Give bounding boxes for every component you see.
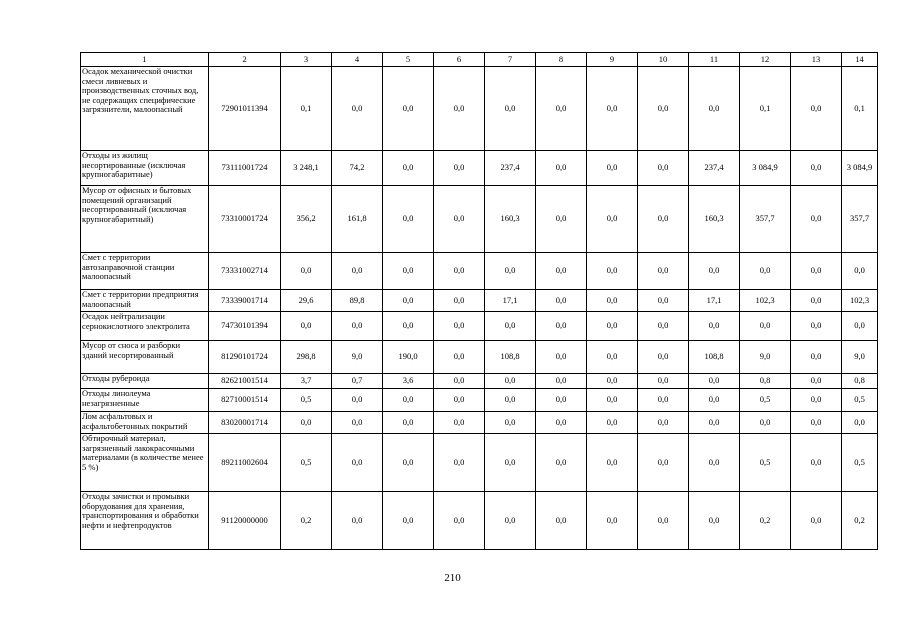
value-cell: 0,0 xyxy=(383,151,434,186)
column-header: 14 xyxy=(842,53,878,67)
value-cell: 0,0 xyxy=(434,67,485,151)
value-cell: 237,4 xyxy=(689,151,740,186)
value-cell: 0,0 xyxy=(332,492,383,550)
column-header: 3 xyxy=(281,53,332,67)
column-header: 6 xyxy=(434,53,485,67)
value-cell: 0,2 xyxy=(740,492,791,550)
value-cell: 0,0 xyxy=(587,186,638,253)
value-cell: 357,7 xyxy=(842,186,878,253)
value-cell: 0,0 xyxy=(587,434,638,492)
value-cell: 0,0 xyxy=(740,253,791,290)
value-cell: 0,0 xyxy=(791,186,842,253)
waste-code-cell: 73310001724 xyxy=(209,186,281,253)
value-cell: 0,0 xyxy=(689,412,740,434)
value-cell: 0,0 xyxy=(638,186,689,253)
value-cell: 17,1 xyxy=(485,290,536,312)
value-cell: 0,0 xyxy=(383,67,434,151)
value-cell: 0,0 xyxy=(842,412,878,434)
table-row xyxy=(81,412,878,434)
value-cell: 0,8 xyxy=(740,374,791,389)
value-cell: 0,5 xyxy=(281,434,332,492)
value-cell: 29,6 xyxy=(281,290,332,312)
value-cell: 0,0 xyxy=(587,253,638,290)
waste-code-cell: 74730101394 xyxy=(209,312,281,341)
table-row xyxy=(81,492,878,550)
value-cell: 0,0 xyxy=(638,374,689,389)
waste-name-cell: Отходы рубероида xyxy=(81,374,209,389)
value-cell: 102,3 xyxy=(842,290,878,312)
value-cell: 0,0 xyxy=(434,151,485,186)
value-cell: 0,0 xyxy=(536,374,587,389)
column-header: 8 xyxy=(536,53,587,67)
value-cell: 0,0 xyxy=(332,412,383,434)
waste-name-cell: Обтирочный материал, загрязненный лакокрасочными материалами (в количестве менее 5 %) xyxy=(81,434,209,492)
value-cell: 0,0 xyxy=(383,492,434,550)
value-cell: 0,7 xyxy=(332,374,383,389)
page-number: 210 xyxy=(444,572,461,584)
value-cell: 0,0 xyxy=(587,151,638,186)
waste-code-cell: 81290101724 xyxy=(209,341,281,374)
value-cell: 356,2 xyxy=(281,186,332,253)
column-header: 11 xyxy=(689,53,740,67)
waste-code-cell: 73339001714 xyxy=(209,290,281,312)
column-header: 7 xyxy=(485,53,536,67)
value-cell: 0,0 xyxy=(485,492,536,550)
value-cell: 0,0 xyxy=(332,434,383,492)
value-cell: 3,7 xyxy=(281,374,332,389)
waste-name-cell: Смет с территории автозаправочной станции малоопасный xyxy=(81,253,209,290)
value-cell: 0,0 xyxy=(485,412,536,434)
value-cell: 0,0 xyxy=(485,374,536,389)
value-cell: 0,0 xyxy=(689,434,740,492)
value-cell: 17,1 xyxy=(689,290,740,312)
value-cell: 9,0 xyxy=(740,341,791,374)
value-cell: 0,0 xyxy=(791,374,842,389)
waste-name-cell: Отходы линолеума незагрязненные xyxy=(81,389,209,412)
value-cell: 3,6 xyxy=(383,374,434,389)
value-cell: 160,3 xyxy=(485,186,536,253)
value-cell: 0,0 xyxy=(332,253,383,290)
value-cell: 0,0 xyxy=(791,389,842,412)
value-cell: 0,0 xyxy=(587,389,638,412)
column-header: 13 xyxy=(791,53,842,67)
waste-code-cell: 91120000000 xyxy=(209,492,281,550)
value-cell: 0,0 xyxy=(638,341,689,374)
waste-code-cell: 89211002604 xyxy=(209,434,281,492)
value-cell: 0,0 xyxy=(485,312,536,341)
value-cell: 0,0 xyxy=(536,492,587,550)
value-cell: 0,0 xyxy=(689,312,740,341)
waste-name-cell: Лом асфальтовых и асфальтобетонных покрытий xyxy=(81,412,209,434)
value-cell: 0,0 xyxy=(587,341,638,374)
value-cell: 0,0 xyxy=(485,389,536,412)
table-row xyxy=(81,253,878,290)
value-cell: 0,0 xyxy=(434,186,485,253)
value-cell: 357,7 xyxy=(740,186,791,253)
value-cell: 0,0 xyxy=(842,312,878,341)
value-cell: 0,0 xyxy=(638,492,689,550)
waste-name-cell: Осадок нейтрализации сернокислотного электролита xyxy=(81,312,209,341)
column-header: 5 xyxy=(383,53,434,67)
value-cell: 0,0 xyxy=(791,492,842,550)
value-cell: 0,0 xyxy=(638,412,689,434)
column-header: 4 xyxy=(332,53,383,67)
waste-name-cell: Смет с территории предприятия малоопасный xyxy=(81,290,209,312)
column-header: 9 xyxy=(587,53,638,67)
value-cell: 0,0 xyxy=(434,412,485,434)
value-cell: 0,0 xyxy=(383,389,434,412)
waste-code-cell: 83020001714 xyxy=(209,412,281,434)
value-cell: 0,0 xyxy=(587,412,638,434)
value-cell: 0,0 xyxy=(536,312,587,341)
waste-name-cell: Осадок механической очистки смеси ливневых и производственных сточных вод, не содержащих специфические загрязнители, малоопасный xyxy=(81,67,209,151)
value-cell: 0,0 xyxy=(689,374,740,389)
waste-code-cell: 82621001514 xyxy=(209,374,281,389)
value-cell: 0,0 xyxy=(383,312,434,341)
value-cell: 3 084,9 xyxy=(740,151,791,186)
value-cell: 0,0 xyxy=(536,290,587,312)
value-cell: 3 084,9 xyxy=(842,151,878,186)
value-cell: 0,5 xyxy=(842,389,878,412)
value-cell: 0,0 xyxy=(791,67,842,151)
value-cell: 0,5 xyxy=(281,389,332,412)
value-cell: 190,0 xyxy=(383,341,434,374)
value-cell: 0,0 xyxy=(638,312,689,341)
waste-name-cell: Мусор от сноса и разборки зданий несортированный xyxy=(81,341,209,374)
value-cell: 0,0 xyxy=(689,389,740,412)
value-cell: 9,0 xyxy=(842,341,878,374)
waste-code-cell: 73331002714 xyxy=(209,253,281,290)
table-row xyxy=(81,290,878,312)
value-cell: 161,8 xyxy=(332,186,383,253)
value-cell: 102,3 xyxy=(740,290,791,312)
value-cell: 0,0 xyxy=(536,412,587,434)
waste-code-cell: 72901011394 xyxy=(209,67,281,151)
value-cell: 0,1 xyxy=(281,67,332,151)
table-row xyxy=(81,434,878,492)
value-cell: 0,1 xyxy=(842,67,878,151)
value-cell: 0,0 xyxy=(536,151,587,186)
value-cell: 160,3 xyxy=(689,186,740,253)
table-row xyxy=(81,186,878,253)
value-cell: 0,0 xyxy=(485,67,536,151)
waste-table xyxy=(80,52,878,550)
value-cell: 0,0 xyxy=(638,290,689,312)
value-cell: 0,0 xyxy=(638,434,689,492)
value-cell: 0,0 xyxy=(434,341,485,374)
value-cell: 0,0 xyxy=(791,151,842,186)
value-cell: 0,0 xyxy=(587,67,638,151)
value-cell: 0,0 xyxy=(740,312,791,341)
value-cell: 0,0 xyxy=(383,412,434,434)
value-cell: 0,2 xyxy=(281,492,332,550)
value-cell: 0,0 xyxy=(434,312,485,341)
value-cell: 108,8 xyxy=(689,341,740,374)
value-cell: 0,5 xyxy=(740,389,791,412)
waste-code-cell: 73111001724 xyxy=(209,151,281,186)
value-cell: 0,2 xyxy=(842,492,878,550)
waste-name-cell: Мусор от офисных и бытовых помещений организаций несортированный (исключая крупногабаритный) xyxy=(81,186,209,253)
value-cell: 0,5 xyxy=(842,434,878,492)
value-cell: 9,0 xyxy=(332,341,383,374)
table-row xyxy=(81,67,878,151)
value-cell: 0,0 xyxy=(536,434,587,492)
value-cell: 0,0 xyxy=(587,374,638,389)
value-cell: 0,0 xyxy=(281,253,332,290)
value-cell: 0,0 xyxy=(434,290,485,312)
value-cell: 0,0 xyxy=(536,67,587,151)
value-cell: 3 248,1 xyxy=(281,151,332,186)
value-cell: 0,0 xyxy=(740,412,791,434)
table-row xyxy=(81,151,878,186)
value-cell: 0,0 xyxy=(536,253,587,290)
column-header: 12 xyxy=(740,53,791,67)
value-cell: 0,0 xyxy=(791,312,842,341)
waste-code-cell: 82710001514 xyxy=(209,389,281,412)
table-header-row xyxy=(81,53,878,67)
column-header: 1 xyxy=(81,53,209,67)
value-cell: 0,8 xyxy=(842,374,878,389)
value-cell: 0,0 xyxy=(791,412,842,434)
value-cell: 0,0 xyxy=(383,186,434,253)
value-cell: 0,0 xyxy=(281,412,332,434)
value-cell: 0,0 xyxy=(791,341,842,374)
value-cell: 0,0 xyxy=(791,290,842,312)
value-cell: 0,0 xyxy=(434,434,485,492)
value-cell: 89,8 xyxy=(332,290,383,312)
value-cell: 0,0 xyxy=(485,253,536,290)
value-cell: 0,0 xyxy=(638,253,689,290)
value-cell: 0,0 xyxy=(587,290,638,312)
value-cell: 0,0 xyxy=(383,434,434,492)
value-cell: 0,0 xyxy=(434,374,485,389)
value-cell: 0,0 xyxy=(536,341,587,374)
value-cell: 0,0 xyxy=(383,253,434,290)
value-cell: 0,0 xyxy=(434,253,485,290)
column-header: 10 xyxy=(638,53,689,67)
value-cell: 0,0 xyxy=(485,434,536,492)
value-cell: 0,0 xyxy=(281,312,332,341)
waste-name-cell: Отходы из жилищ несортированные (исключая крупногабаритные) xyxy=(81,151,209,186)
value-cell: 0,0 xyxy=(689,492,740,550)
table-row xyxy=(81,374,878,389)
waste-name-cell: Отходы зачистки и промывки оборудования для хранения, транспортирования и обработки нефти и нефтепродуктов xyxy=(81,492,209,550)
value-cell: 0,0 xyxy=(638,67,689,151)
value-cell: 0,0 xyxy=(434,389,485,412)
value-cell: 0,0 xyxy=(434,492,485,550)
value-cell: 0,0 xyxy=(332,312,383,341)
value-cell: 0,0 xyxy=(383,290,434,312)
value-cell: 0,0 xyxy=(842,253,878,290)
value-cell: 0,5 xyxy=(740,434,791,492)
value-cell: 298,8 xyxy=(281,341,332,374)
table-row xyxy=(81,312,878,341)
value-cell: 0,0 xyxy=(587,312,638,341)
value-cell: 0,0 xyxy=(332,389,383,412)
table-row xyxy=(81,389,878,412)
value-cell: 0,0 xyxy=(638,389,689,412)
value-cell: 0,0 xyxy=(536,186,587,253)
value-cell: 0,0 xyxy=(587,492,638,550)
value-cell: 0,0 xyxy=(791,253,842,290)
value-cell: 237,4 xyxy=(485,151,536,186)
value-cell: 0,0 xyxy=(536,389,587,412)
table-row xyxy=(81,341,878,374)
value-cell: 0,0 xyxy=(689,253,740,290)
value-cell: 0,0 xyxy=(638,151,689,186)
value-cell: 74,2 xyxy=(332,151,383,186)
value-cell: 0,0 xyxy=(791,434,842,492)
value-cell: 0,0 xyxy=(689,67,740,151)
value-cell: 108,8 xyxy=(485,341,536,374)
value-cell: 0,1 xyxy=(740,67,791,151)
column-header: 2 xyxy=(209,53,281,67)
value-cell: 0,0 xyxy=(332,67,383,151)
